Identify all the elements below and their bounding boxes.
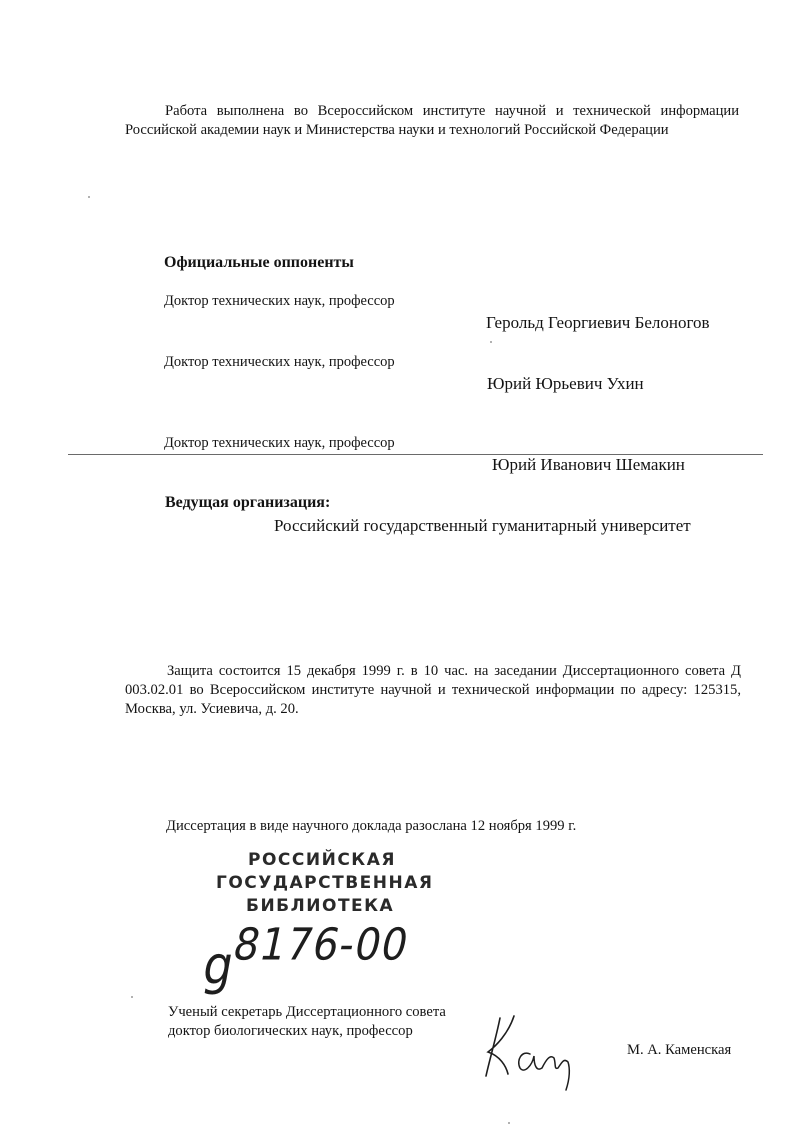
- intro-paragraph: [125, 102, 739, 140]
- secretary-title-line-2: доктор биологических наук, профессор: [168, 1023, 413, 1039]
- opponent-1-name: Герольд Георгиевич Белоногов: [486, 313, 710, 332]
- handwritten-number: 8176-00: [228, 919, 414, 971]
- defense-paragraph: [125, 662, 741, 719]
- handwritten-prefix: g: [198, 933, 239, 997]
- intro-text: Работа выполнена во Всероссийском институте научной и технической информации Российской академии наук и Министерства науки и технологий Российской Федерации: [125, 103, 739, 138]
- defense-text: Защита состоится 15 декабря 1999 г. в 10 час. на заседании Диссертационного совета Д 003.02.01 во Всероссийском институте научной и технической информации по адресу: 125315, Москва, ул. Усиевича, д. 20.: [125, 663, 741, 717]
- leading-org-name: Российский государственный гуманитарный университет: [274, 516, 691, 535]
- scan-speck: [131, 996, 133, 998]
- dissemination-line: Диссертация в виде научного доклада разослана 12 ноября 1999 г.: [166, 818, 577, 834]
- opponents-heading: Официальные оппоненты: [164, 254, 354, 271]
- opponent-1-degree: Доктор технических наук, профессор: [164, 293, 395, 309]
- stamp-line-2: ГОСУДАРСТВЕННАЯ: [216, 873, 434, 893]
- secretary-title-line-1: Ученый секретарь Диссертационного совета: [168, 1004, 446, 1020]
- signature-mark: [478, 1010, 588, 1100]
- secretary-name: М. А. Каменская: [627, 1042, 732, 1058]
- opponent-2-name: Юрий Юрьевич Ухин: [487, 374, 644, 393]
- stamp-line-1: РОССИЙСКАЯ: [248, 850, 396, 870]
- scan-speck: [88, 196, 90, 198]
- scan-speck: [490, 341, 492, 343]
- leading-org-heading: Ведущая организация:: [165, 494, 331, 511]
- stamp-line-3: БИБЛИОТЕКА: [246, 896, 395, 916]
- opponent-2-degree: Доктор технических наук, профессор: [164, 354, 395, 370]
- opponent-3-degree: Доктор технических наук, профессор: [164, 435, 395, 451]
- scan-speck: [508, 1122, 510, 1124]
- opponent-3-name: Юрий Иванович Шемакин: [492, 455, 685, 474]
